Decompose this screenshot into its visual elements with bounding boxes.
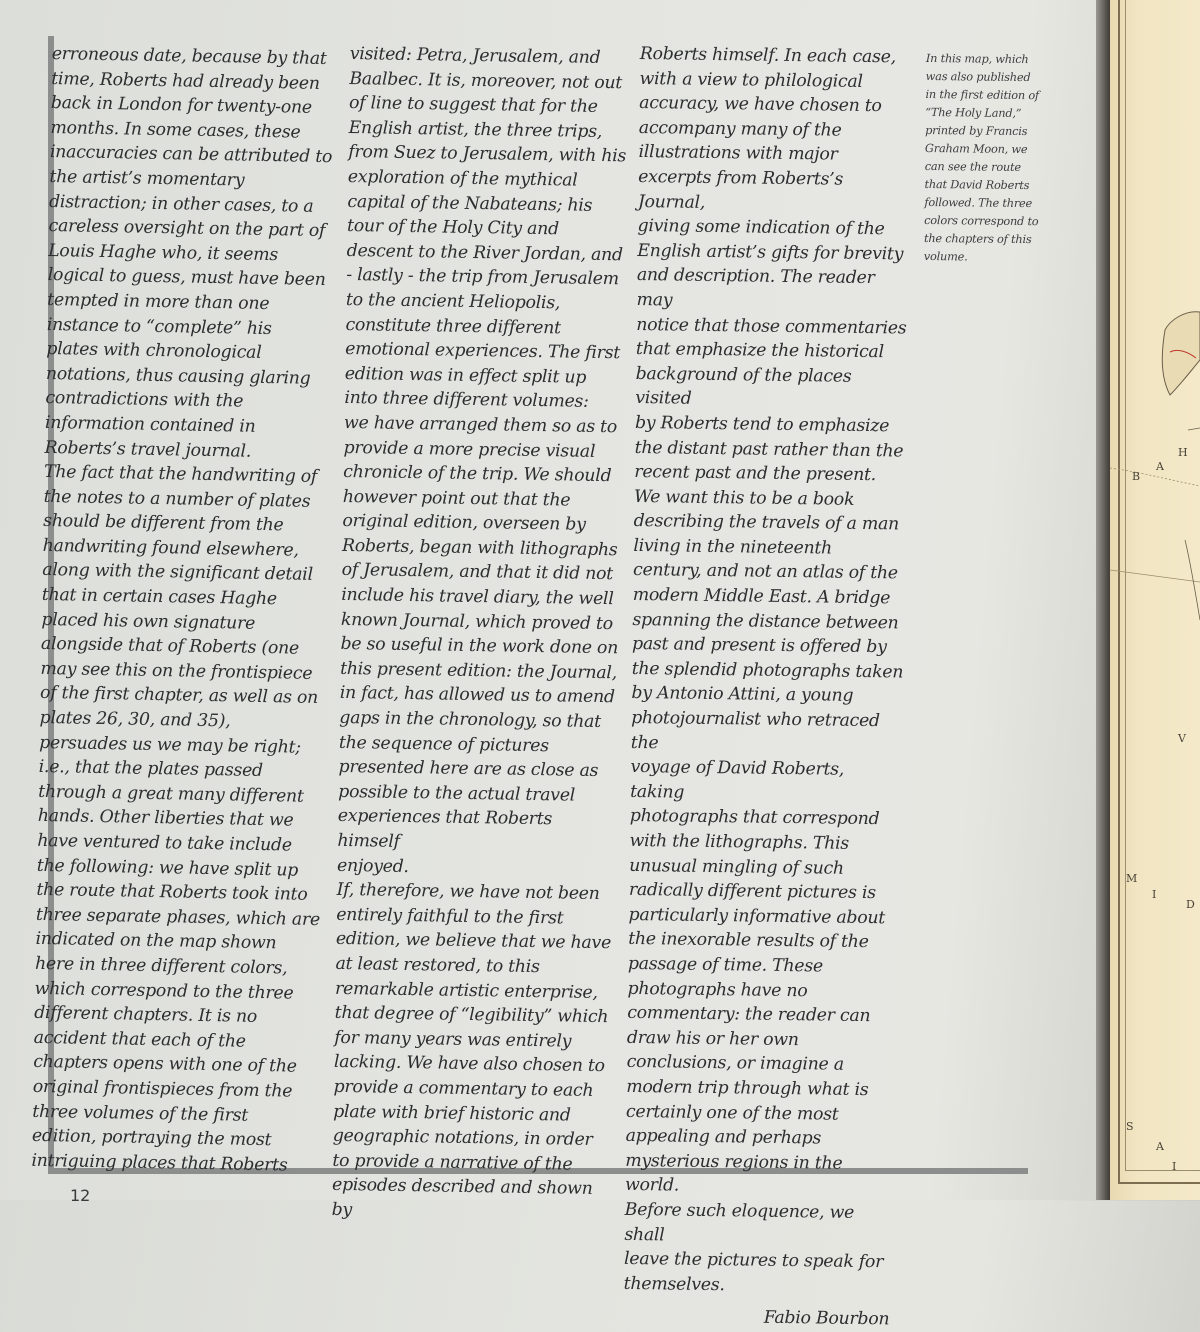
map-label: M <box>1126 872 1138 885</box>
map-label: I <box>1172 1160 1177 1173</box>
author-signature: Fabio Bourbon <box>763 1308 890 1330</box>
paragraph: erroneous date, because by that time, Roberts had already been back in London for twenty-one months. In some cases, these inaccuracies can be attributed to the artist’s momentary distraction; in other cases, to a careless oversight on the part of Louis Haghe who, it seems logical to guess, must have been tempted in more than one instance to “complete” his plates with chronological notations, thus causing glaring contradictions with the information contained in Roberts’s travel journal. <box>44 43 333 462</box>
page-number: 12 <box>70 1186 91 1205</box>
text-column-1 <box>31 42 342 1178</box>
map-label: H <box>1178 446 1188 459</box>
map-label: B <box>1132 470 1141 483</box>
paragraph: We want this to be a book describing the travels of a man living in the nineteenth century, and not an atlas of the modern Middle East. A bridge spanning the distance between past and present is offered by the splendid photographs taken by Antonio Attini, a young photojournalist who retraced the voyage of David Roberts, taking photographs that correspond with the lithographs. This unusual mingling of such radically different pictures is particularly informative about the inexorable results of the passage of time. These photographs have no commentary: the reader can draw his or her own conclusions, or imagine a modern trip through what is certainly one of the most appealing and perhaps mysterious regions in the world. Before such eloquence, we shall leave the pictures to speak for themselves. <box>623 486 904 1295</box>
text-column-2 <box>331 42 630 1227</box>
map-drawing <box>1110 0 1200 1200</box>
map-label: V <box>1178 732 1186 745</box>
map-label: I <box>1152 888 1157 901</box>
paragraph: Roberts himself. In each case, with a view to philological accuracy, we have chosen to accompany many of the illustrations with major excerpts from Roberts’s Journal, giving some indication of the English artist’s gifts for brevity and description. The reader may notice that those commentaries that emphasize the historical background of the places visited by Roberts tend to emphasize the distant past rather than the recent past and the present. <box>634 43 907 486</box>
paragraph: visited: Petra, Jerusalem, and Baalbec. It is, moreover, not out of line to suggest that for the English artist, the three trips, from Suez to Jerusalem, with his exploration of the mythical capital of the Nabateans; his tour of the Holy City and descent to the River Jordan, and - lastly - the trip from Jerusalem to the ancient Heliopolis, constitute three different emotional experiences. The first edition was in effect split up into three different volumes: we have arranged them so as to provide a more precise visual chronicle of the trip. We should however point out that the original edition, overseen by Roberts, began with lithographs of Jerusalem, and that it did not include his travel diary, the well known Journal, which proved to be so useful in the work done on this present edition: the Journal, in fact, has allowed us to amend gaps in the chronology, so that the sequence of pictures presented here are as close as possible to the actual travel experiences that Roberts himself enjoyed. <box>336 43 627 877</box>
map-label: A <box>1156 460 1164 473</box>
map-label: A <box>1156 1140 1164 1153</box>
paragraph: If, therefore, we have not been entirely faithful to the first edition, we believe that we have at least restored, to this remarkable artistic enterprise, that degree of “legibility” which for many years was entirely lacking. We have also chosen to provide a commentary to each plate with brief historic and geographic notations, in order to provide a narrative of the episodes described and shown by <box>331 880 612 1221</box>
paragraph: The fact that the handwriting of the notes to a number of plates should be different from the handwriting found elsewhere, along with the significant detail that in certain cases Haghe placed his own signature alongside that of Roberts (one may see this on the frontispiece of the first chapter, as well as on plates 26, 30, and 35), persuades us we may be right; i.e., that the plates passed through a great many different hands. Other liberties that we have ventured to take include the following: we have split up the route that Roberts took into three separate phases, which are indicated on the map shown here in three different colors, which correspond to the three different chapters. It is no accident that each of the chapters opens with one of the original frontispieces from the three volumes of the first edition, portraying the most intriguing places that Roberts <box>31 462 321 1176</box>
map-caption: In this map, which was also published in the first edition of “The Holy Land,” printed by Francis Graham Moon, we can see the route that David Roberts followed. The three colors correspond to the chapters of this volume. <box>923 51 1040 264</box>
map-label: D <box>1186 898 1195 911</box>
text-column-3 <box>623 42 912 1332</box>
map-label: S <box>1126 1120 1134 1133</box>
